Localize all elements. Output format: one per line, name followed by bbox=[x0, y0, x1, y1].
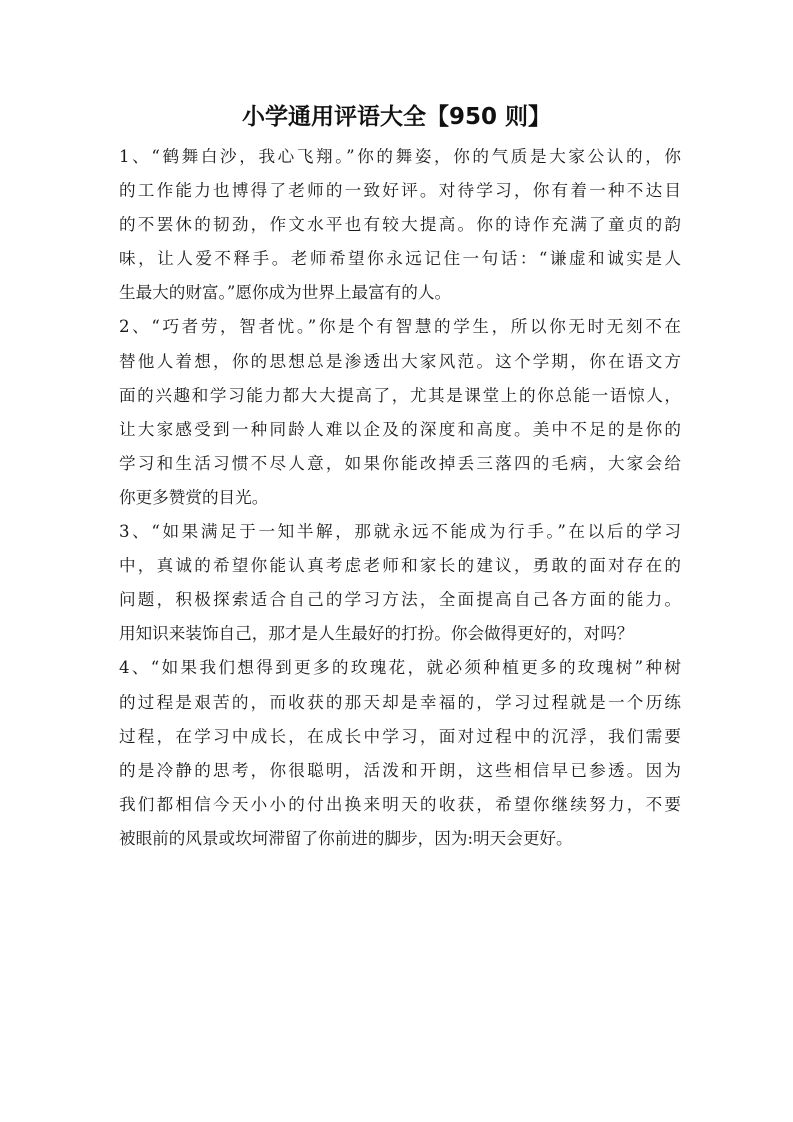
text-line: 问题，积极探索适合自己的学习方法，全面提高自己各方面的能力。 bbox=[119, 590, 681, 610]
paragraph-1 bbox=[119, 140, 681, 310]
paragraph-2 bbox=[119, 310, 681, 515]
text-line: 面的兴趣和学习能力都大大提高了，尤其是课堂上的你总能一语惊人， bbox=[119, 385, 681, 405]
text-line: 3、“如果满足于一知半解，那就永远不能成为行手。”在以后的学习 bbox=[119, 522, 681, 542]
paragraph-4 bbox=[119, 651, 681, 856]
text-line: 味，让人爱不释手。老师希望你永远记住一句话：“谦虚和诚实是人 bbox=[119, 249, 681, 269]
document-body bbox=[119, 140, 681, 856]
text-line: 学习和生活习惯不尽人意，如果你能改掉丢三落四的毛病，大家会给 bbox=[119, 453, 681, 473]
text-line: 1、“鹤舞白沙，我心飞翔。”你的舞姿，你的气质是大家公认的，你 bbox=[119, 147, 681, 166]
text-line: 生最大的财富。”愿你成为世界上最富有的人。 bbox=[119, 283, 452, 303]
text-line: 的工作能力也博得了老师的一致好评。对待学习，你有着一种不达目 bbox=[119, 181, 681, 201]
document-title: 小学通用评语大全【950 则】 bbox=[241, 104, 552, 130]
text-line: 中，真诚的希望你能认真考虑老师和家长的建议，勇敢的面对存在的 bbox=[119, 556, 681, 576]
text-line: 替他人着想，你的思想总是渗透出大家风范。这个学期，你在语文方 bbox=[119, 351, 681, 371]
text-line: 被眼前的风景或坎坷滞留了你前进的脚步，因为:明天会更好。 bbox=[119, 828, 573, 848]
text-line: 你更多赞赏的目光。 bbox=[119, 487, 269, 507]
text-line: 的不罢休的韧劲，作文水平也有较大提高。你的诗作充满了童贞的韵 bbox=[119, 215, 681, 235]
text-line: 的是冷静的思考，你很聪明，活泼和开朗，这些相信早已参透。因为 bbox=[119, 760, 681, 780]
text-line: 让大家感受到一种同龄人难以企及的深度和高度。美中不足的是你的 bbox=[119, 419, 681, 439]
text-line: 我们都相信今天小小的付出换来明天的收获，希望你继续努力，不要 bbox=[119, 794, 681, 814]
paragraph-3 bbox=[119, 515, 681, 651]
text-line: 的过程是艰苦的，而收获的那天却是幸福的，学习过程就是一个历练 bbox=[119, 692, 681, 712]
text-line: 用知识来装饰自己，那才是人生最好的打扮。你会做得更好的，对吗？ bbox=[119, 624, 634, 644]
text-line: 2、“巧者劳，智者忧。”你是个有智慧的学生，所以你无时无刻不在 bbox=[119, 317, 681, 337]
text-line: 过程，在学习中成长，在成长中学习，面对过程中的沉浮，我们需要 bbox=[119, 726, 681, 746]
text-line: 4、“如果我们想得到更多的玫瑰花，就必须种植更多的玫瑰树”种树 bbox=[119, 658, 681, 678]
